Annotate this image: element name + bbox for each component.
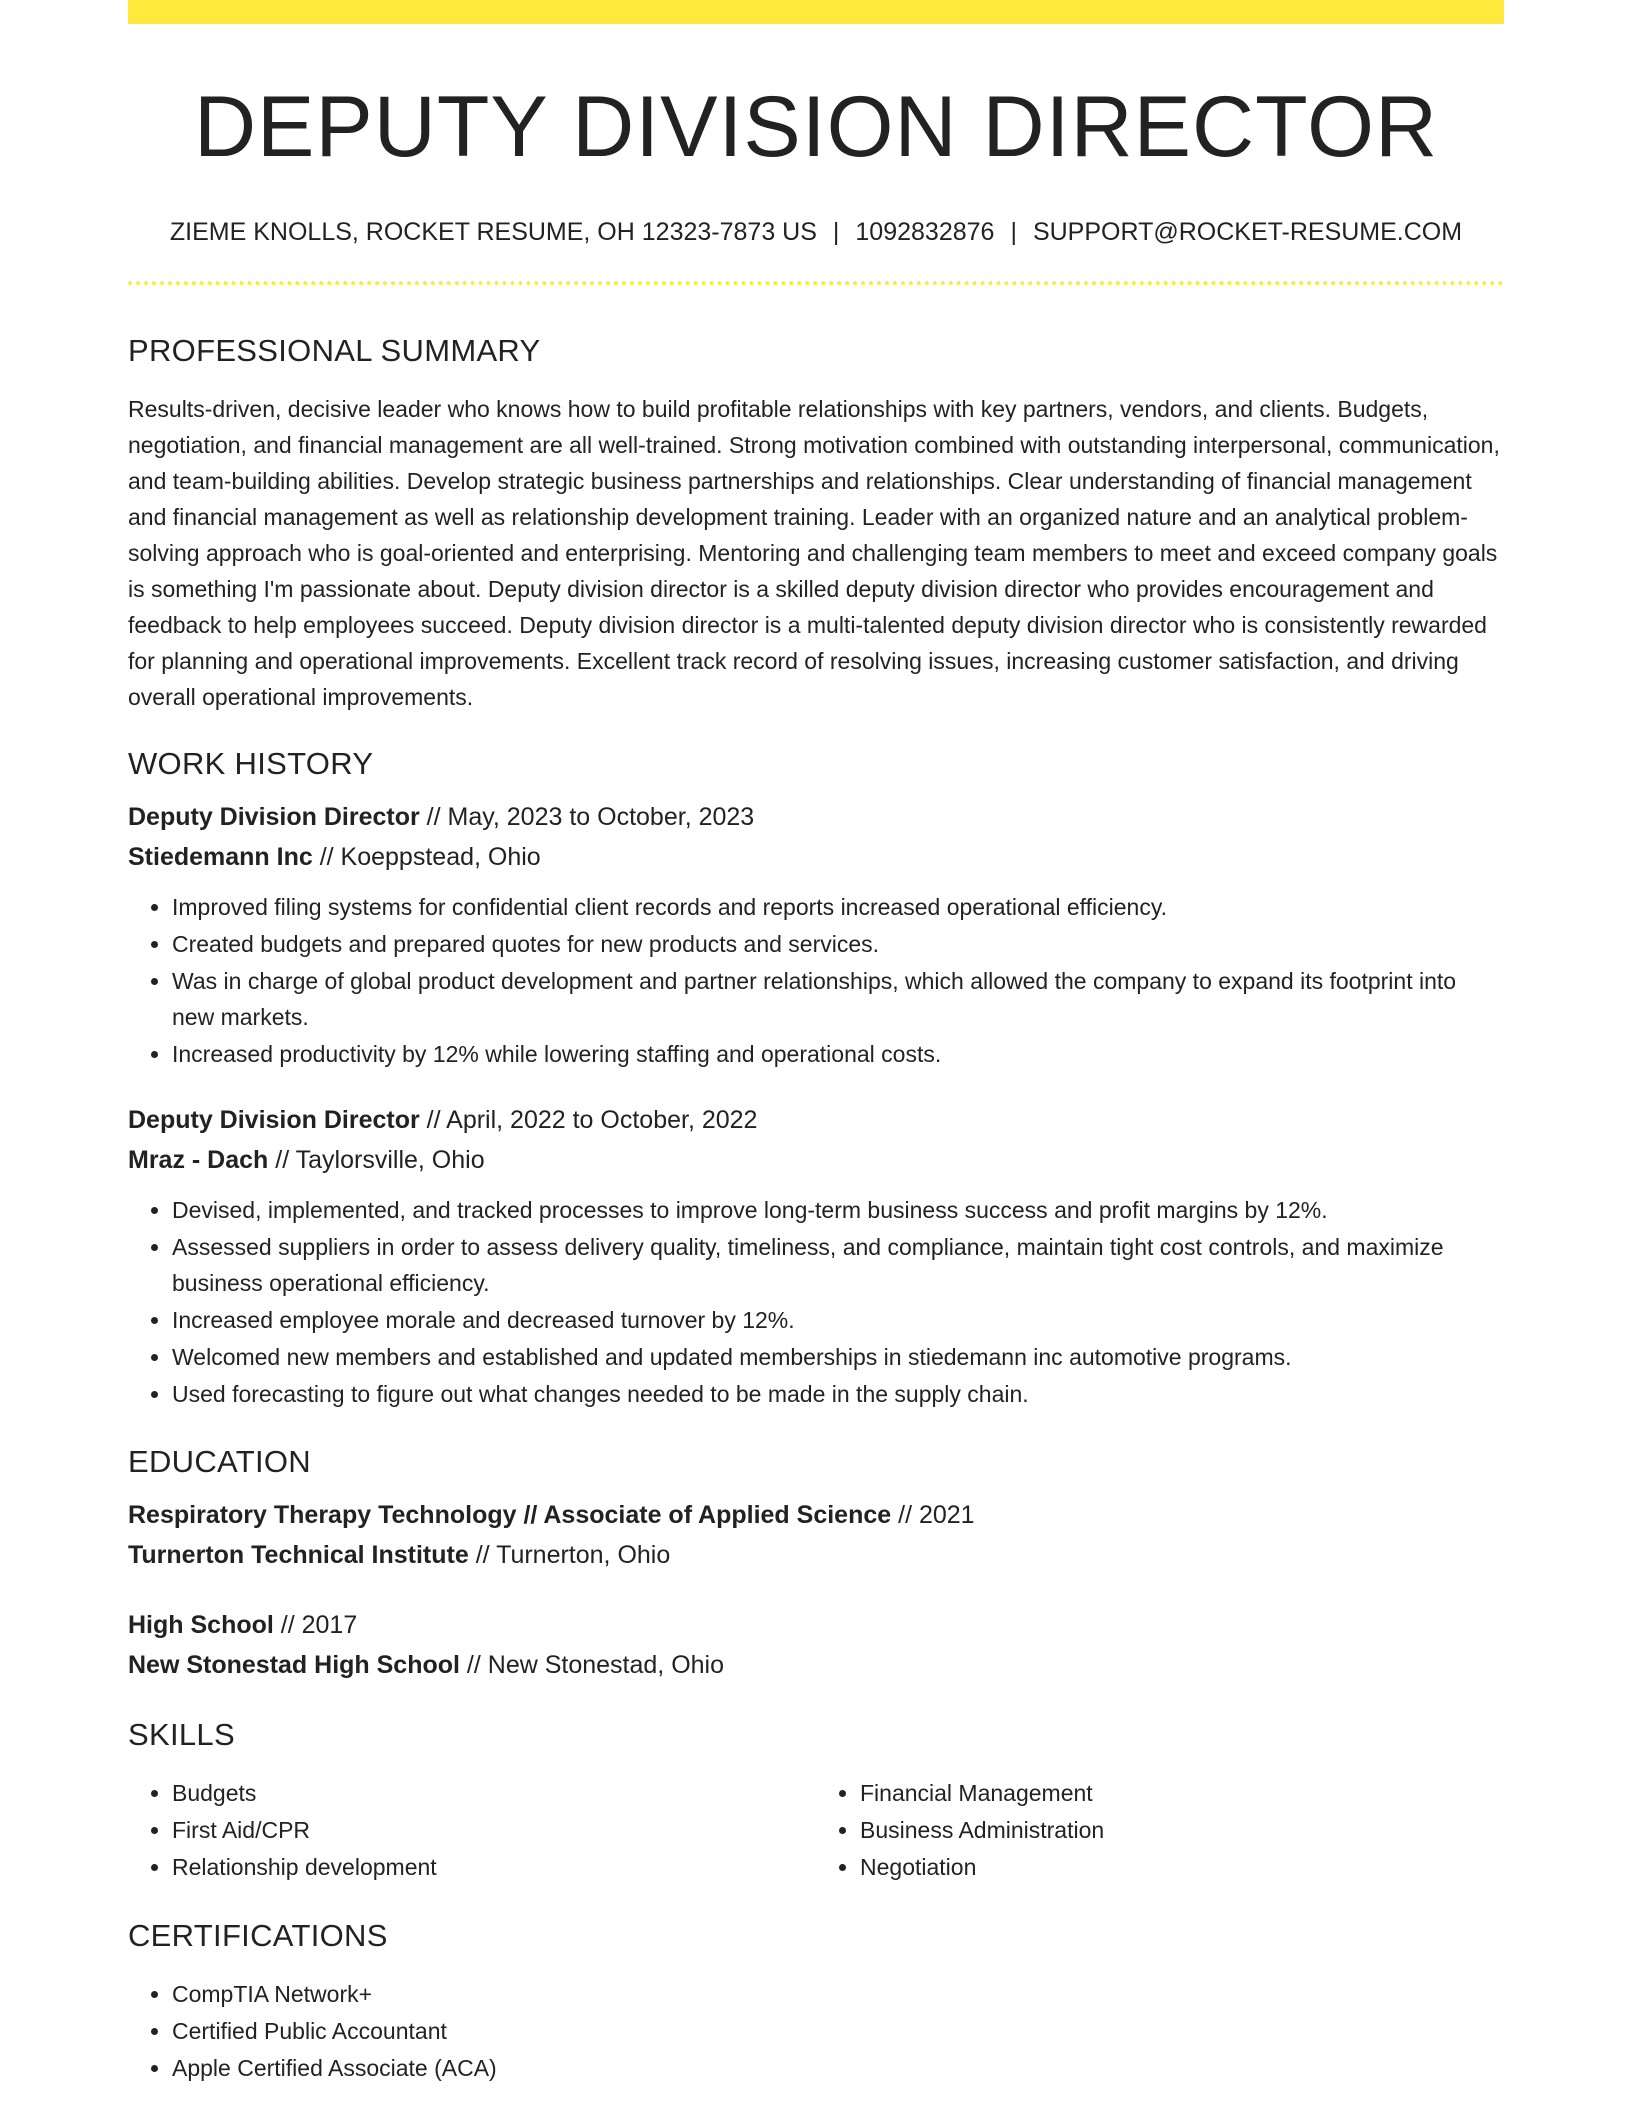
job-bullet: • Improved filing systems for confidential client records and reports increased operational efficiency.: [172, 889, 1504, 925]
skill-item: • Business Administration: [860, 1812, 1504, 1848]
job-bullet: • Created budgets and prepared quotes for new products and services.: [172, 926, 1504, 962]
job-title-line: [128, 1100, 1504, 1140]
education-degree: High School: [128, 1611, 274, 1639]
education-entry: [128, 1495, 1504, 1575]
job-entry: [128, 797, 1504, 1072]
skill-item: • Relationship development: [172, 1849, 816, 1885]
job-bullet: • Welcomed new members and established and updated memberships in stiedemann inc automotive programs.: [172, 1339, 1504, 1375]
work-history-heading: WORK HISTORY: [128, 746, 374, 781]
education-heading: EDUCATION: [128, 1444, 311, 1479]
certification-item: • CompTIA Network+: [172, 1976, 1504, 2012]
skill-item: • Financial Management: [860, 1775, 1504, 1811]
job-bullet: • Assessed suppliers in order to assess delivery quality, timeliness, and compliance, maintain tight cost controls, and maximize business operational efficiency.: [172, 1229, 1504, 1301]
education-entry: [128, 1605, 1504, 1685]
skills-column-left: [128, 1775, 816, 1886]
job-company: Stiedemann Inc: [128, 843, 313, 871]
job-dates: // April, 2022 to October, 2022: [419, 1106, 758, 1134]
job-company: Mraz - Dach: [128, 1146, 269, 1174]
job-bullet: • Devised, implemented, and tracked processes to improve long-term business success and profit margins by 12%.: [172, 1192, 1504, 1228]
job-bullet: • Increased employee morale and decreased turnover by 12%.: [172, 1302, 1504, 1338]
job-bullet: • Was in charge of global product development and partner relationships, which allowed the company to expand its footprint into new markets.: [172, 963, 1504, 1035]
certifications-list: [128, 1976, 1504, 2086]
contact-email[interactable]: SUPPORT@ROCKET-RESUME.COM: [1032, 218, 1463, 246]
job-bullets: [128, 1192, 1504, 1412]
job-title-line: [128, 797, 1504, 837]
resume-title: DEPUTY DIVISION DIRECTOR: [193, 79, 1439, 175]
summary-text: Results-driven, decisive leader who knows how to build profitable relationships with key partners, vendors, and clients. Budgets, negotiation, and financial management are all well-trained. Strong motivation combined with outstanding interpersonal, communication, and team-building abilities. Develop strategic business partnerships and relationships. Clear understanding of financial management and financial management as well as relationship development training. Leader with an organized nature and an analytical problem-solving approach who is goal-oriented and enterprising. Mentoring and challenging team members to meet and exceed company goals is something I'm passionate about. Deputy division director is a skilled deputy division director who provides encouragement and feedback to help employees succeed. Deputy division director is a multi-talented deputy division director who is consistently rewarded for planning and operational improvements. Excellent track record of resolving issues, increasing customer satisfaction, and driving overall operational improvements.: [128, 396, 1500, 710]
contact-line: [128, 220, 1504, 245]
job-location: // Taylorsville, Ohio: [268, 1146, 485, 1174]
summary-heading: PROFESSIONAL SUMMARY: [128, 333, 541, 368]
job-title: Deputy Division Director: [128, 1106, 420, 1134]
education-degree: Respiratory Therapy Technology // Associate of Applied Science: [128, 1501, 892, 1529]
education-school-line: [128, 1535, 1504, 1575]
job-company-line: [128, 1140, 1504, 1180]
job-company-line: [128, 837, 1504, 877]
education-degree-line: [128, 1605, 1504, 1645]
skill-item: • First Aid/CPR: [172, 1812, 816, 1848]
education-school-line: [128, 1645, 1504, 1685]
skills-column-right: [816, 1775, 1504, 1886]
job-bullet: • Increased productivity by 12% while lowering staffing and operational costs.: [172, 1036, 1504, 1072]
job-entry: [128, 1100, 1504, 1412]
contact-address: ZIEME KNOLLS, ROCKET RESUME, OH 12323-7873 US: [169, 218, 817, 246]
contact-separator: |: [1010, 218, 1017, 246]
job-bullet: • Used forecasting to figure out what changes needed to be made in the supply chain.: [172, 1376, 1504, 1412]
skills-list: [128, 1775, 1504, 1886]
certification-item: • Certified Public Accountant: [172, 2013, 1504, 2049]
accent-bar: [128, 0, 1504, 24]
job-location: // Koeppstead, Ohio: [312, 843, 541, 871]
education-year: // 2017: [273, 1611, 358, 1639]
skills-heading: SKILLS: [128, 1717, 235, 1752]
education-degree-line: [128, 1495, 1504, 1535]
job-bullets: [128, 889, 1504, 1072]
resume-page: [128, 0, 1504, 2087]
job-title: Deputy Division Director: [128, 803, 420, 831]
certification-item: • Apple Certified Associate (ACA): [172, 2050, 1504, 2086]
skill-item: • Negotiation: [860, 1849, 1504, 1885]
job-dates: // May, 2023 to October, 2023: [419, 803, 755, 831]
skill-item: • Budgets: [172, 1775, 816, 1811]
education-year: // 2021: [891, 1501, 975, 1529]
education-school: New Stonestad High School: [128, 1651, 460, 1679]
education-school: Turnerton Technical Institute: [128, 1541, 469, 1569]
education-location: // Turnerton, Ohio: [468, 1541, 671, 1569]
contact-phone: 1092832876: [855, 218, 995, 246]
education-location: // New Stonestad, Ohio: [459, 1651, 725, 1679]
certifications-heading: CERTIFICATIONS: [128, 1918, 388, 1953]
dotted-divider: [128, 281, 1504, 285]
contact-separator: |: [832, 218, 840, 246]
